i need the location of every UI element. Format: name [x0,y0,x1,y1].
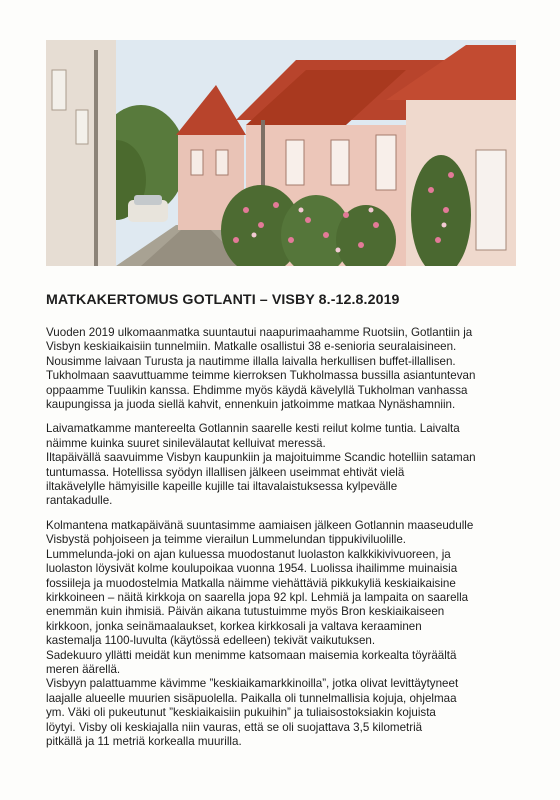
text-line: Tukholmaan saavuttuamme teimme kierroksen Tukholmassa bussilla asiantuntevan [46,369,476,383]
text-line: pitkällä ja 11 metriä korkealla muurilla. [46,734,242,748]
text-line: Visbystä pohjoiseen ja teimme vierailun Lummelundan tippukiviluolille. [46,533,407,547]
text-line: Laivamatkamme mantereelta Gotlannin saarelle kesti reilut kolme tuntia. Laivalta [46,422,460,436]
text-line: Iltapäivällä saavuimme Visbyn kaupunkiin ja majoituimme Scandic hotelliin sataman [46,451,476,465]
text-line: Sadekuuro yllätti meidät kun menimme katsomaan maisemia korkealta töyräältä [46,648,457,662]
text-line: löytyi. Visby oli keskiajalla niin vauras, että se oli suojattava 3,5 kilometriä [46,720,423,734]
text-line: Vuoden 2019 ulkomaanmatka suuntautui naapurimaahamme Ruotsiin, Gotlantiin ja [46,326,473,339]
text-line: ym. Väki oli pukeutunut ”keskiaikaisiin pukuihin” ja tuliaisostoksiakin kojuista [46,706,436,720]
text-line: enemmän kuin ihmisiä. Päivän aikana tutustuimme myös Bron keskiaikaiseen [46,605,445,619]
text-line: tuntumassa. Hotellissa syödyn illallisen jälkeen useimmat ehtivät vielä [46,465,405,479]
text-line: iltakävelylle hämyisille kapeille kujille tai iltavalaistuksessa kylpevälle [46,480,398,494]
text-line: oppaamme Tuulikin kanssa. Ehdimme myös käydä kävelyllä Tukholman vanhassa [46,383,468,397]
text-line: kirkkoineen – näitä kirkkoja on saarella jopa 92 kpl. Lehmiä ja lampaita on saarella [46,590,469,604]
paragraph-third-day [46,519,538,750]
page-title: MATKAKERTOMUS GOTLANTI – VISBY 8.-12.8.2019 [46,292,400,308]
article-body [46,326,538,759]
text-line: laajalle alueelle muurien sisäpuolella. Paikalla oli tunnelmallisia kojuja, ohjelmaa [46,691,457,705]
text-line: Nousimme laivaan Turusta ja nautimme illalla laivalla herkullisen buffet-illallisen. [46,354,456,368]
text-line: meren äärellä. [46,662,121,676]
text-line: luolaston löysivät kolme koulupoikaa vuonna 1954. Luolissa ihailimme muinaisia [46,562,458,576]
text-line: fossiileja ja muodostelmia Matkalla näimme viehättäviä pikkukyliä keskiaikaisine [46,576,456,590]
street-scene-image [46,40,516,266]
paragraph-arrival-visby [46,422,538,508]
paragraph-ferry-stockholm [46,326,538,412]
text-line: kirkkoon, jonka seinämaalaukset, korkea kirkkosali ja valtava keraaminen [46,619,422,633]
text-line: Kolmantena matkapäivänä suuntasimme aamiaisen jälkeen Gotlannin maaseudulle [46,518,474,532]
text-line: rantakadulle. [46,494,113,508]
text-line: Lummelunda-joki on ajan kuluessa muodostanut luolaston kalkkikivivuoreen, ja [46,547,451,561]
text-line: kaupungissa ja juoda siellä kahvit, ennenkuin jatkoimme matkaa Nynäshamniin. [46,398,456,412]
text-line: Visbyn keskiaikaisiin tunnelmiin. Matkalle osallistui 38 e-senioria seuralaisineen. [46,340,457,354]
text-line: kastemalja 1100-luvulta (käytössä edelleen) tekivät vaikutuksen. [46,634,376,648]
text-line: näimme kuinka suuret sinilevälautat kelluivat meressä. [46,436,326,450]
text-line: Visbyyn palattuamme kävimme ”keskiaikamarkkinoilla”, jotka olivat levittäytyneet [46,677,459,691]
header-photo [46,40,516,266]
